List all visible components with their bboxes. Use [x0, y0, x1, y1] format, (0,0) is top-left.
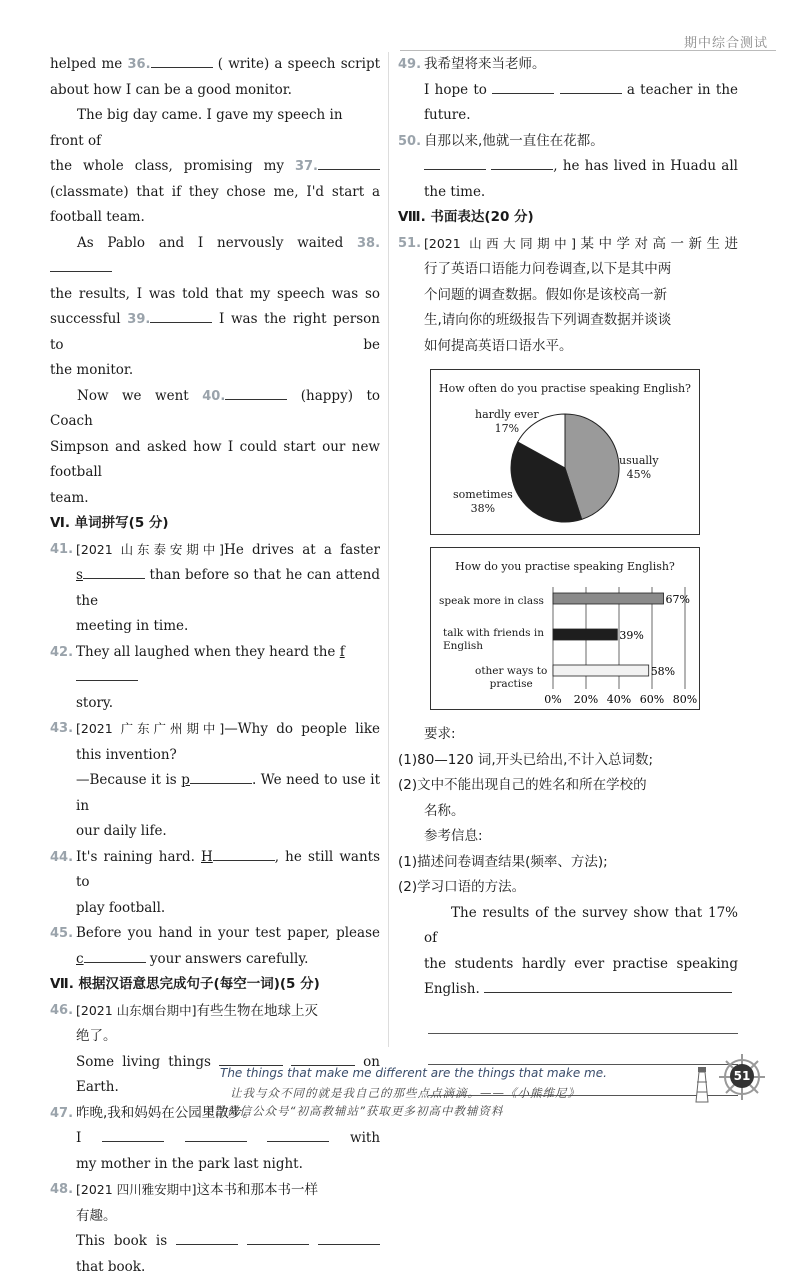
chart-title: How often do you practise speaking English?	[431, 370, 699, 402]
section-heading: Ⅶ. 根据汉语意思完成句子(每空一词)(5 分)	[50, 972, 380, 998]
answer-blank[interactable]	[225, 385, 287, 400]
question-line: —Because it is p . We need to use it in	[50, 768, 380, 819]
requirement-item: (1)80—120 词,开头已给出,不计入总词数;	[398, 748, 738, 774]
question-number: 36.	[128, 57, 151, 72]
question-number: 41.	[50, 537, 76, 564]
question-42: 42. They all laughed when they heard the f	[50, 640, 380, 691]
answer-blank[interactable]	[50, 257, 112, 272]
right-column	[398, 52, 738, 1096]
reference-item: (2)学习口语的方法。	[398, 875, 738, 901]
question-46: 46. [2021 山东烟台期中]有些生物在地球上灭	[50, 998, 380, 1025]
requirement-title: 要求:	[398, 722, 738, 748]
bar-value-label: 67%	[666, 593, 690, 606]
bar	[553, 593, 664, 604]
answer-blank[interactable]	[424, 155, 486, 170]
answer-blank[interactable]	[151, 53, 213, 68]
pie-category-label: sometimes	[453, 488, 513, 502]
passage-line: Simpson and asked how I could start our new football	[50, 435, 380, 486]
bar-value-label: 39%	[619, 629, 643, 642]
x-tick-label: 60%	[640, 693, 664, 706]
essay-start: the students hardly ever practise speaking	[398, 952, 738, 978]
pie-value-label: 17%	[475, 422, 539, 436]
reference-item: (1)描述问卷调查结果(频率、方法);	[398, 850, 738, 876]
question-43: 43. [2021 广东广州期中]—Why do people like	[50, 716, 380, 743]
answer-blank[interactable]	[83, 564, 145, 579]
answer-blank[interactable]	[219, 1051, 283, 1066]
question-number: 46.	[50, 998, 76, 1025]
answer-blank[interactable]	[560, 79, 622, 94]
answer-blank[interactable]	[84, 948, 146, 963]
passage-line: the results, I was told that my speech was so	[50, 282, 380, 308]
question-47: 47. 昨晚,我和妈妈在公园里散步。	[50, 1101, 380, 1127]
writing-line[interactable]	[428, 1003, 738, 1034]
passage-line: team.	[50, 486, 380, 512]
source-tag: [2021 广东广州期中]	[76, 721, 224, 736]
answer-blank[interactable]	[150, 308, 212, 323]
source-tag: [2021 山东烟台期中]	[76, 1003, 197, 1018]
pie-chart	[430, 369, 700, 535]
question-number: 43.	[50, 716, 76, 743]
question-51: 51. [2021 山西大同期中]某中学对高一新生进	[398, 231, 738, 258]
reference-title: 参考信息:	[398, 824, 738, 850]
question-line: Earth.	[50, 1075, 380, 1101]
pie-value-label: 38%	[453, 502, 513, 516]
bar-value-label: 58%	[651, 665, 675, 678]
question-number: 51.	[398, 231, 424, 258]
passage-line: the monitor.	[50, 358, 380, 384]
question-45: 45. Before you hand in your test paper, please	[50, 921, 380, 947]
question-line: the time.	[398, 180, 738, 206]
bar-category-label: speak more in class	[439, 595, 544, 608]
answer-blank[interactable]	[102, 1127, 164, 1142]
section-heading: Ⅵ. 单词拼写(5 分)	[50, 511, 380, 537]
passage-line: successful 39. I was the right person to be	[50, 307, 380, 358]
answer-blank[interactable]	[318, 1230, 380, 1245]
question-line: 行了英语口语能力问卷调查,以下是其中两	[398, 257, 738, 283]
passage-line: Now we went 40. (happy) to Coach	[50, 384, 380, 435]
answer-blank[interactable]	[491, 155, 553, 170]
bar-chart	[430, 547, 700, 711]
question-number: 42.	[50, 640, 76, 691]
question-48: 48. [2021 四川雅安期中]这本书和那本书一样	[50, 1177, 380, 1204]
source-tag: [2021 山东泰安期中]	[76, 542, 224, 557]
question-line: This book is	[50, 1229, 380, 1255]
bar	[553, 629, 617, 640]
passage-line: football team.	[50, 205, 380, 231]
requirement-item: (2)文中不能出现自己的姓名和所在学校的	[398, 773, 738, 799]
question-41: 41. [2021 山东泰安期中]He drives at a faster	[50, 537, 380, 564]
question-number: 40.	[202, 389, 225, 404]
question-line: 生,请向你的班级报告下列调查数据并谈谈	[398, 308, 738, 334]
writing-line[interactable]	[428, 1034, 738, 1065]
column-divider	[388, 52, 389, 1047]
passage-line: helped me 36. ( write) a speech script	[50, 52, 380, 78]
x-tick-label: 0%	[544, 693, 561, 706]
question-44: 44. It's raining hard. H , he still wants to	[50, 845, 380, 896]
bar	[553, 665, 649, 676]
bar-category-label: other ways to practise	[475, 665, 547, 691]
source-tag: [2021 山西大同期中]	[424, 236, 576, 251]
answer-blank[interactable]	[492, 79, 554, 94]
pie-label-sometimes	[453, 488, 513, 516]
essay-start: English.	[398, 977, 738, 1003]
question-line: I with	[50, 1126, 380, 1152]
section-heading: Ⅷ. 书面表达(20 分)	[398, 205, 738, 231]
question-49: 49. 我希望将来当老师。	[398, 52, 738, 78]
x-tick-label: 20%	[574, 693, 598, 706]
question-50: 50. 自那以来,他就一直住在花都。	[398, 129, 738, 155]
question-line: c your answers carefully.	[50, 947, 380, 973]
question-number: 45.	[50, 921, 76, 947]
answer-blank[interactable]	[76, 666, 138, 681]
question-line: meeting in time.	[50, 614, 380, 640]
question-number: 50.	[398, 129, 424, 155]
answer-blank[interactable]	[291, 1051, 355, 1066]
question-number: 48.	[50, 1177, 76, 1204]
question-line: 个问题的调查数据。假如你是该校高一新	[398, 283, 738, 309]
question-line: our daily life.	[50, 819, 380, 845]
footer-quote-cn: 让我与众不同的就是我自己的那些点点滴滴。——《小熊维尼》	[230, 1085, 580, 1101]
answer-blank[interactable]	[267, 1127, 329, 1142]
source-tag: [2021 四川雅安期中]	[76, 1182, 197, 1197]
page-number: 51	[730, 1064, 754, 1088]
answer-blank[interactable]	[247, 1230, 309, 1245]
pie-category-label: usually	[619, 454, 659, 468]
answer-blank[interactable]	[176, 1230, 238, 1245]
question-line: story.	[50, 691, 380, 717]
question-line: 绝了。	[50, 1024, 380, 1050]
question-line: future.	[398, 103, 738, 129]
question-line: s than before so that he can attend the	[50, 563, 380, 614]
question-line: Some living things on	[50, 1050, 380, 1076]
pie-label-hardly-ever	[475, 408, 539, 436]
passage-line: (classmate) that if they chose me, I'd start a	[50, 180, 380, 206]
passage-line: The big day came. I gave my speech in front of	[50, 103, 380, 154]
question-line: 如何提高英语口语水平。	[398, 334, 738, 360]
requirement-item: 名称。	[398, 799, 738, 825]
header-rule	[400, 50, 776, 51]
question-line: play football.	[50, 896, 380, 922]
passage-line: about how I can be a good monitor.	[50, 78, 380, 104]
x-tick-label: 40%	[607, 693, 631, 706]
passage-line: the whole class, promising my 37.	[50, 154, 380, 180]
question-number: 38.	[357, 236, 380, 251]
answer-blank[interactable]	[318, 155, 380, 170]
question-number: 37.	[295, 159, 318, 174]
question-line: this invention?	[50, 743, 380, 769]
question-number: 49.	[398, 52, 424, 78]
question-number: 44.	[50, 845, 76, 896]
lighthouse-icon	[690, 1064, 714, 1104]
question-number: 47.	[50, 1101, 76, 1127]
x-tick-label: 80%	[673, 693, 697, 706]
pie-label-usually	[619, 454, 659, 482]
footer-quote-en: The things that make me different are the things that make me.	[220, 1066, 607, 1080]
essay-start: The results of the survey show that 17% of	[398, 901, 738, 952]
question-line: that book.	[50, 1255, 380, 1280]
question-line: my mother in the park last night.	[50, 1152, 380, 1178]
question-line: I hope to a teacher in the	[398, 78, 738, 104]
answer-blank[interactable]	[185, 1127, 247, 1142]
question-number: 39.	[127, 312, 150, 327]
chart-title: How do you practise speaking English?	[431, 548, 699, 580]
writing-line[interactable]	[484, 978, 732, 993]
bar-category-label: talk with friends in English	[443, 627, 544, 653]
section-title: 期中综合测试	[684, 32, 768, 51]
pie-category-label: hardly ever	[475, 408, 539, 422]
question-line: 有趣。	[50, 1204, 380, 1230]
answer-blank[interactable]	[190, 769, 252, 784]
pie-value-label: 45%	[619, 468, 659, 482]
footer-notice: 关注微信公众号“初高教辅站”获取更多初高中教辅资料	[202, 1103, 503, 1119]
passage-line: As Pablo and I nervously waited 38.	[50, 231, 380, 282]
question-line: , he has lived in Huadu all	[398, 154, 738, 180]
page-header	[0, 28, 800, 52]
answer-blank[interactable]	[213, 846, 275, 861]
